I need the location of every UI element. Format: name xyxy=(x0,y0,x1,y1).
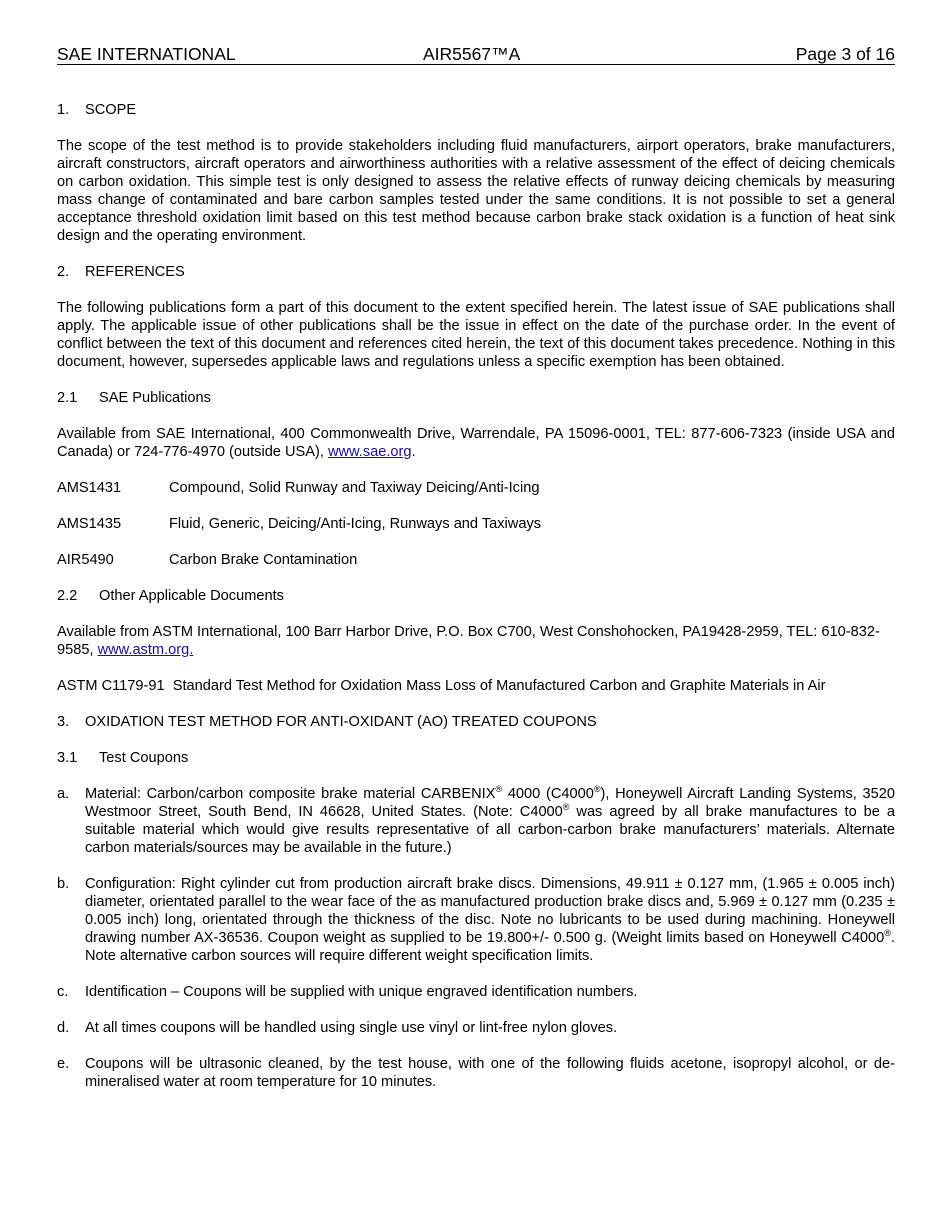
reference-air5490: AIR5490 Carbon Brake Contamination xyxy=(57,552,358,568)
section-2-body: The following publications form a part of this document to the extent specified herein. The latest issue of SAE publications shall apply. The applicable issue of other publications shall be the issue in effect on the date of the purchase order. In the event of conflict between the text of this document and references cited herein, the text of this document takes precedence. Nothing in this document, however, supersedes applicable laws and regulations unless a specific exemption has been obtained. xyxy=(57,300,895,370)
section-2-1-body: Available from SAE International, 400 Commonwealth Drive, Warrendale, PA 15096-0001, TEL: 877-606-7323 (inside USA and Canada) or 724-776-4970 (outside USA), www.sae.org. xyxy=(57,426,895,460)
header-organization: SAE INTERNATIONAL xyxy=(57,44,236,64)
list-item-c: c. Identification – Coupons will be supplied with unique engraved identification numbers. xyxy=(57,984,638,1000)
section-2-2-heading: 2.2 Other Applicable Documents xyxy=(57,588,284,604)
section-1-body: The scope of the test method is to provide stakeholders including fluid manufacturers, airport operators, brake manufacturers, aircraft constructors, aircraft operators and airworthiness authorities with a relative assessment of the effect of deicing chemicals on carbon oxidation. This simple test is only designed to assess the relative effects of runway deicing chemicals by measuring mass change of contaminated and bare carbon samples tested under the same conditions. It is not possible to set a general acceptance threshold oxidation limit based on this test method because carbon brake stack oxidation is a function of heat sink design and the operating environment. xyxy=(57,138,895,244)
sae-website-link[interactable]: www.sae.org xyxy=(327,444,412,460)
list-item-d: d. At all times coupons will be handled using single use vinyl or lint-free nylon gloves. xyxy=(57,1020,618,1036)
document-page xyxy=(57,44,895,1091)
section-3-1-heading: 3.1 Test Coupons xyxy=(57,750,189,766)
list-item-e: e. Coupons will be ultrasonic cleaned, by the test house, with one of the following fluids acetone, isopropyl alcohol, or de-mineralised water at room temperature for 10 minutes. xyxy=(57,1056,895,1090)
header-page-number: Page 3 of 16 xyxy=(795,44,895,64)
astm-website-link[interactable]: www.astm.org. xyxy=(97,642,194,658)
reference-ams1435: AMS1435 Fluid, Generic, Deicing/Anti-Icing, Runways and Taxiways xyxy=(57,516,542,532)
section-3-heading: 3. OXIDATION TEST METHOD FOR ANTI-OXIDANT (AO) TREATED COUPONS xyxy=(57,714,597,730)
page-header xyxy=(57,44,895,65)
reference-ams1431: AMS1431 Compound, Solid Runway and Taxiway Deicing/Anti-Icing xyxy=(57,480,540,496)
section-2-1-heading: 2.1 SAE Publications xyxy=(57,390,211,406)
section-2-2-body: Available from ASTM International, 100 Barr Harbor Drive, P.O. Box C700, West Conshohocken, PA19428-2959, TEL: 610-832-9585, www.astm.org. xyxy=(57,624,880,658)
list-item-b: b. Configuration: Right cylinder cut from production aircraft brake discs. Dimensions, 49.911 ± 0.127 mm, (1.965 ± 0.005 inch) diameter, orientated parallel to the wear face of the as manufactured production brake discs and, 5.969 ± 0.127 mm (0.235 ± 0.005 inch) long, orientated through the thickness of the disc. Note no lubricants to be used during machining. Honeywell drawing number AX-36536. Coupon weight as supplied to be 19.800+/- 0.500 g. (Weight limits based on Honeywell C4000®. Note alternative carbon sources will require different weight specification limits. xyxy=(57,876,895,964)
section-2-heading: 2. REFERENCES xyxy=(57,264,185,280)
list-item-a: a. Material: Carbon/carbon composite brake material CARBENIX® 4000 (C4000®), Honeywell Aircraft Landing Systems, 3520 Westmoor Street, South Bend, IN 46628, United States. (Note: C4000® was agreed by all brake manufactures to be a suitable material which would give results representative of all carbon-carbon brake manufacturers’ materials. Alternate carbon materials/sources may be available in the future.) xyxy=(57,784,895,856)
header-document-number: AIR5567™A xyxy=(423,44,521,64)
reference-astm-c1179: ASTM C1179-91 Standard Test Method for Oxidation Mass Loss of Manufactured Carbon and Graphite Materials in Air xyxy=(57,678,826,694)
section-1-heading: 1. SCOPE xyxy=(57,102,137,118)
